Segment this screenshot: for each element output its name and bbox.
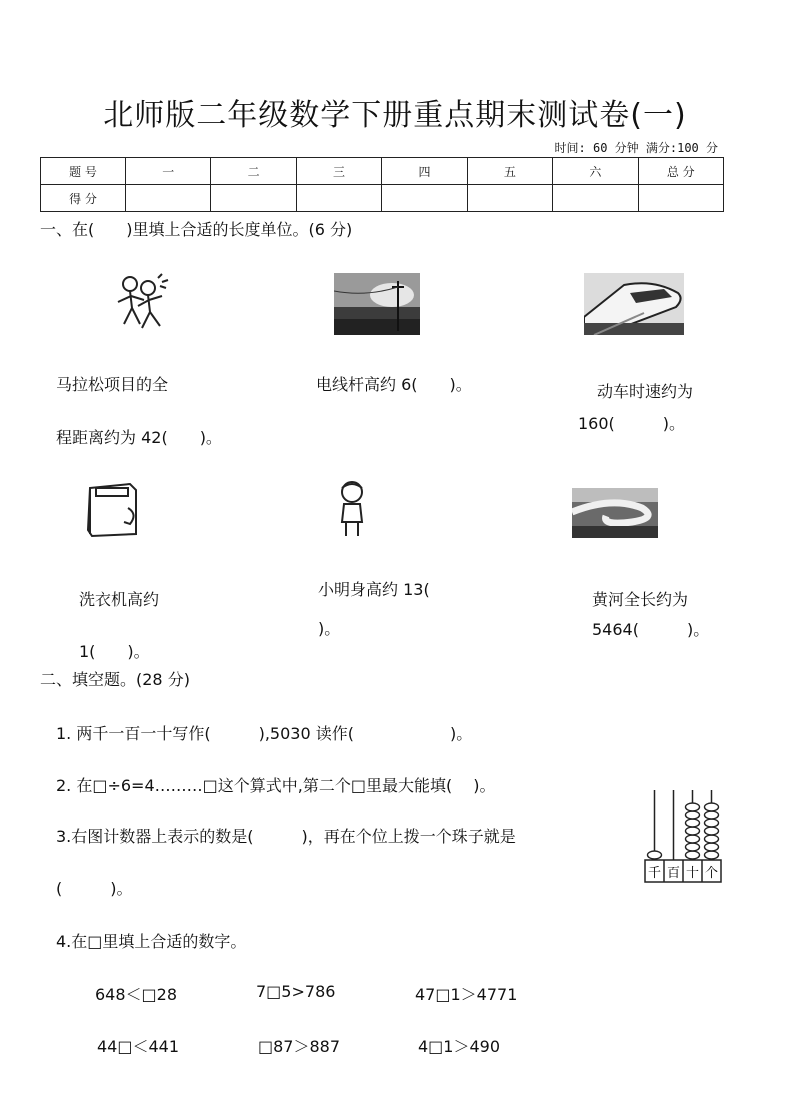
score-col-6: 六 — [553, 158, 638, 185]
abacus-bead — [686, 819, 700, 827]
abacus-bead — [705, 819, 719, 827]
abacus-bead — [686, 811, 700, 819]
s1-item4-line1: 洗衣机高约 — [79, 590, 160, 609]
power-pole-picture — [334, 273, 420, 335]
score-table-header-label: 题 号 — [41, 158, 126, 185]
s1-item3-line2: 160( )。 — [578, 414, 686, 433]
section1-heading: 一、在( )里填上合适的长度单位。(6 分) — [40, 220, 353, 239]
exam-meta: 时间: 60 分钟 满分:100 分 — [554, 141, 718, 155]
abacus-label-tens: 十 — [685, 866, 700, 881]
abacus-bead — [686, 803, 700, 811]
abacus-label-thousands: 千 — [647, 866, 662, 881]
q4-item: 44□＜441 — [97, 1037, 180, 1056]
q4-item: 47□1＞4771 — [415, 985, 518, 1004]
score-col-4: 四 — [382, 158, 467, 185]
s1-item4-line2: 1( )。 — [79, 642, 150, 661]
abacus-label-ones: 个 — [704, 866, 719, 881]
abacus-bead — [705, 803, 719, 811]
score-cell[interactable] — [382, 185, 467, 212]
bullet-train-picture — [584, 273, 684, 335]
score-col-3: 三 — [296, 158, 381, 185]
score-cell[interactable] — [126, 185, 211, 212]
s2-question3-line1: 3.右图计数器上表示的数是( )，再在个位上拨一个珠子就是 — [56, 827, 516, 846]
score-col-2: 二 — [211, 158, 296, 185]
score-col-1: 一 — [126, 158, 211, 185]
score-cell[interactable] — [553, 185, 638, 212]
s1-item5-line2: )。 — [318, 619, 341, 638]
s2-question4: 4.在□里填上合适的数字。 — [56, 932, 247, 951]
abacus-bead — [648, 851, 662, 859]
score-cell[interactable] — [296, 185, 381, 212]
score-cell[interactable] — [638, 185, 723, 212]
s1-item5-line1: 小明身高约 13( — [318, 580, 430, 599]
s1-item2-line1: 电线杆高约 6( )。 — [316, 375, 472, 394]
score-col-5: 五 — [467, 158, 552, 185]
score-table-header-row — [41, 158, 724, 185]
q4-item: 648＜□28 — [95, 985, 178, 1004]
boy-xiaoming-picture — [334, 480, 370, 538]
s1-item6-line1: 黄河全长约为 — [592, 590, 689, 609]
abacus-bead — [705, 827, 719, 835]
score-table — [40, 157, 724, 212]
page-title: 北师版二年级数学下册重点期末测试卷(一) — [103, 98, 687, 133]
yellow-river-picture — [572, 488, 658, 538]
abacus-bead — [686, 843, 700, 851]
s1-item1-line2: 程距离约为 42( )。 — [56, 428, 222, 447]
runners-picture — [110, 272, 172, 334]
score-table-score-row — [41, 185, 724, 212]
section2-heading: 二、填空题。(28 分) — [40, 670, 190, 689]
s2-question2: 2. 在□÷6=4………□这个算式中,第二个□里最大能填( )。 — [56, 776, 496, 795]
abacus-bead — [705, 843, 719, 851]
s1-item3-line1: 动车时速约为 — [597, 382, 694, 401]
abacus-bead — [686, 835, 700, 843]
score-col-total: 总 分 — [638, 158, 723, 185]
abacus-counter — [636, 788, 726, 886]
washing-machine-picture — [84, 478, 140, 540]
q4-item: 7□5>786 — [256, 982, 336, 1001]
score-table-score-label: 得 分 — [41, 185, 126, 212]
s2-question3-line2: ( )。 — [56, 879, 133, 898]
score-cell[interactable] — [211, 185, 296, 212]
abacus-bead — [705, 835, 719, 843]
score-cell[interactable] — [467, 185, 552, 212]
abacus-bead — [686, 827, 700, 835]
s2-question1: 1. 两千一百一十写作( ),5030 读作( )。 — [56, 724, 473, 743]
abacus-label-hundreds: 百 — [666, 866, 681, 881]
abacus-bead — [705, 811, 719, 819]
abacus-bead — [686, 851, 700, 859]
q4-item: 4□1＞490 — [418, 1037, 501, 1056]
s1-item1-line1: 马拉松项目的全 — [56, 375, 169, 394]
s1-item6-line2: 5464( )。 — [592, 620, 710, 639]
q4-item: □87＞887 — [258, 1037, 341, 1056]
abacus-bead — [705, 851, 719, 859]
